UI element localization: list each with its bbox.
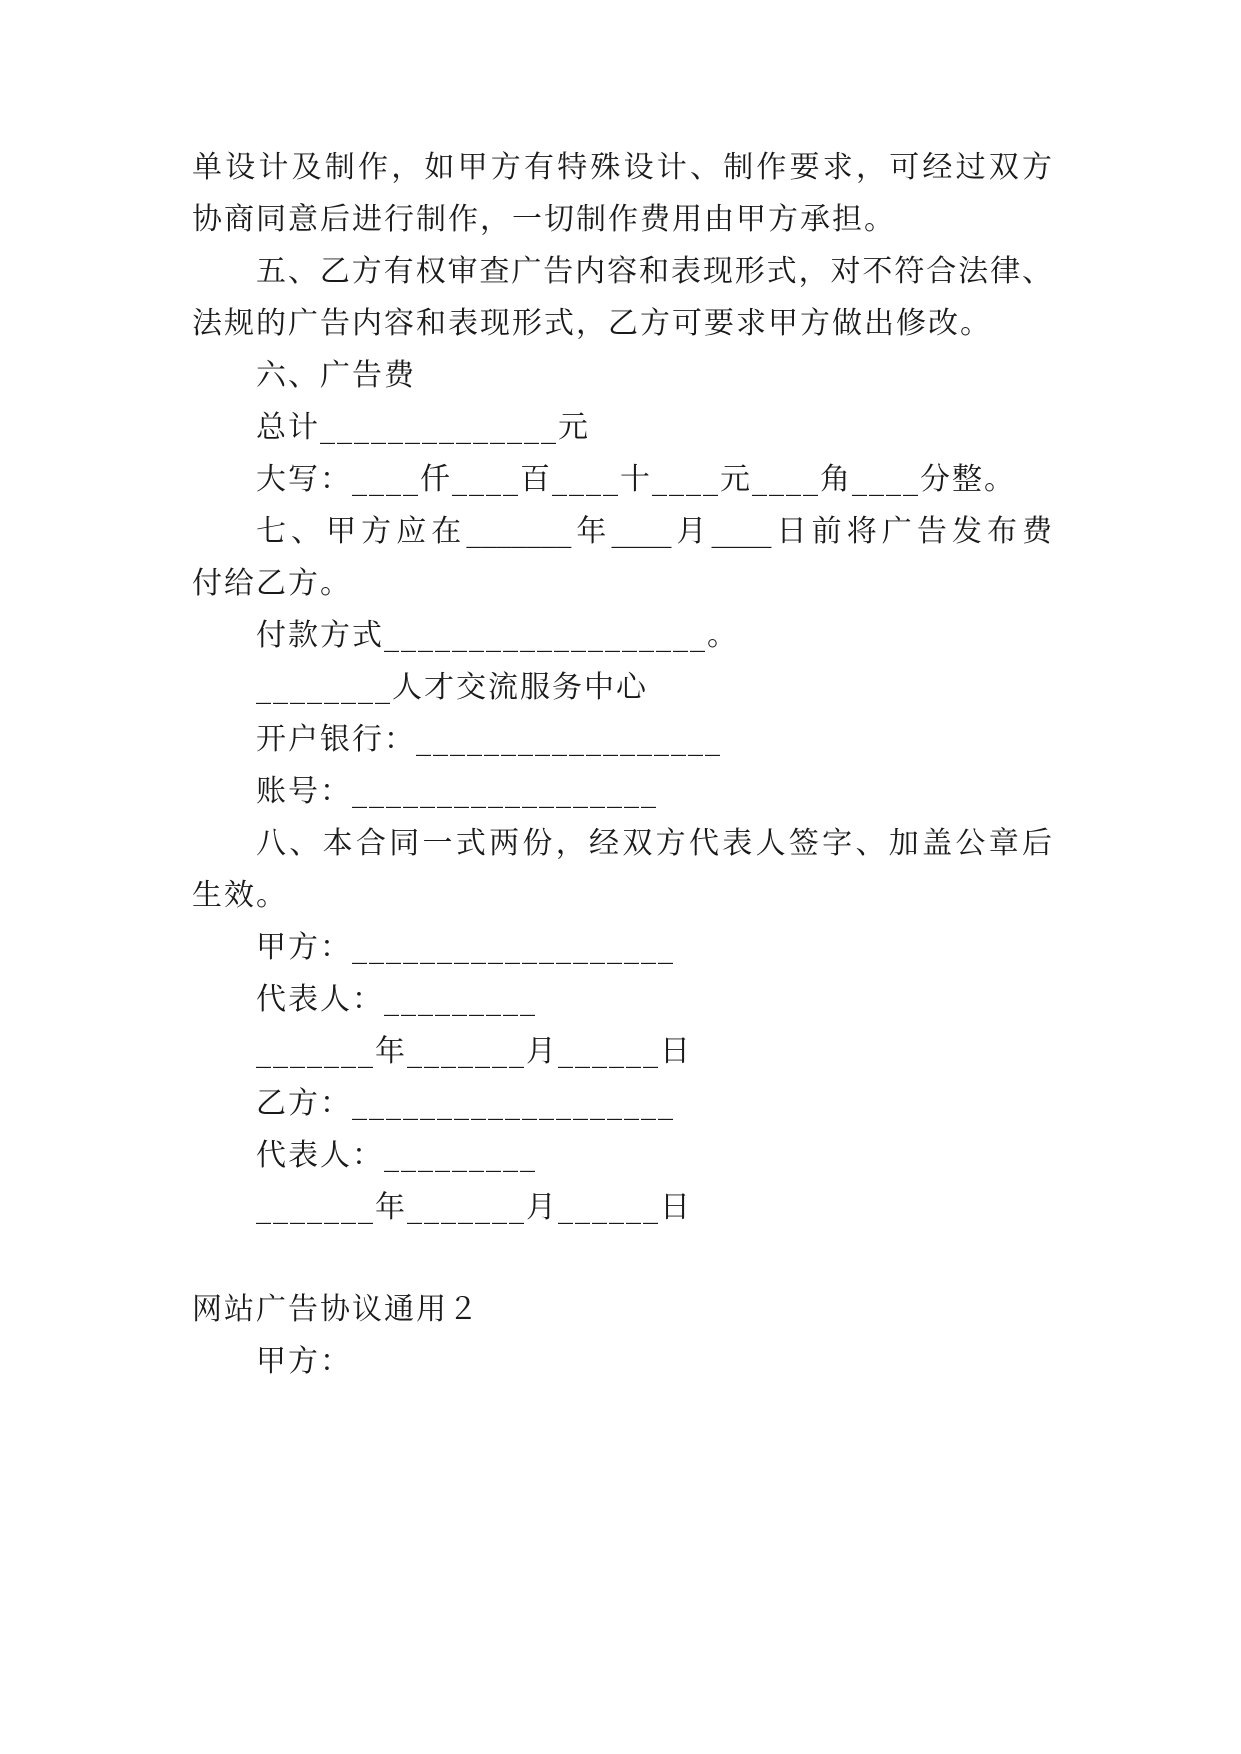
document-page [192,0,1052,1754]
party-b-field: 乙方：___________________ [256,1086,675,1121]
payment-method-field: 付款方式___________________。 [256,618,739,653]
amount-in-words-field: 大写：____仟____百____十____元____角____分整。 [256,462,1016,497]
clause-6-heading: 六、广告费 [256,358,416,393]
clause-7-line: 七、甲方应在_______年____月____日前将广告发布费 [256,514,1052,549]
party-a-field: 甲方：___________________ [256,930,675,965]
clause-8-line: 生效。 [192,878,288,913]
section-title: 网站广告协议通用２ [192,1292,480,1327]
party-a-date-field: _______年_______月______日 [256,1034,692,1069]
paragraph-line: 单设计及制作，如甲方有特殊设计、制作要求，可经过双方 [192,150,1052,185]
clause-5-line: 五、乙方有权审查广告内容和表现形式，对不符合法律、 [256,254,1052,289]
party-a-label: 甲方： [256,1344,352,1379]
party-a-representative-field: 代表人：_________ [256,982,537,1017]
bank-field: 开户银行：__________________ [256,722,722,757]
party-b-representative-field: 代表人：_________ [256,1138,537,1173]
clause-8-line: 八、本合同一式两份，经双方代表人签字、加盖公章后 [256,826,1052,861]
paragraph-line: 协商同意后进行制作，一切制作费用由甲方承担。 [192,202,896,237]
clause-7-line: 付给乙方。 [192,566,352,601]
payee-name-field: ________人才交流服务中心 [256,670,648,705]
clause-5-line: 法规的广告内容和表现形式，乙方可要求甲方做出修改。 [192,306,992,341]
total-amount-field: 总计______________元 [256,410,590,445]
account-field: 账号：__________________ [256,774,658,809]
party-b-date-field: _______年_______月______日 [256,1190,692,1225]
